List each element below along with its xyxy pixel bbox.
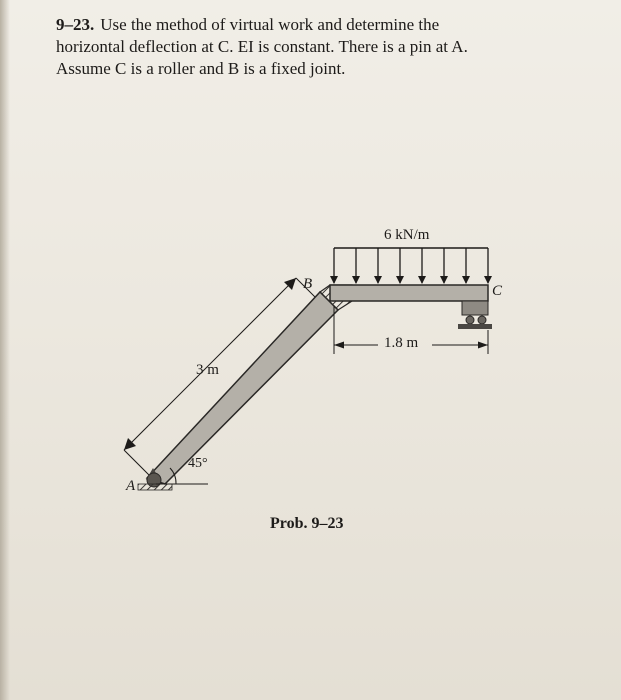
horizontal-member-bc bbox=[330, 285, 488, 301]
span-label: 1.8 m bbox=[384, 335, 419, 351]
figure-caption: Prob. 9–23 bbox=[270, 515, 344, 532]
member-length-label: 3 m bbox=[196, 362, 219, 378]
problem-number: 9–23. bbox=[56, 15, 95, 34]
problem-line-2: horizontal deflection at C. EI is constant. There is a pin at A. bbox=[56, 37, 468, 56]
problem-line-1: 9–23. Use the method of virtual work and determine the bbox=[56, 15, 440, 34]
load-label: 6 kN/m bbox=[384, 227, 430, 243]
dimension-3m bbox=[124, 278, 318, 478]
point-a-label: A bbox=[126, 478, 136, 494]
point-b-label: B bbox=[303, 276, 313, 292]
point-c-label: C bbox=[492, 283, 503, 299]
inclined-member-ab bbox=[147, 292, 338, 484]
distributed-load-arrows bbox=[334, 248, 488, 283]
roller-support-c bbox=[458, 301, 492, 329]
angle-label: 45° bbox=[188, 456, 208, 471]
problem-line-3: Assume C is a roller and B is a fixed joint. bbox=[56, 59, 346, 78]
